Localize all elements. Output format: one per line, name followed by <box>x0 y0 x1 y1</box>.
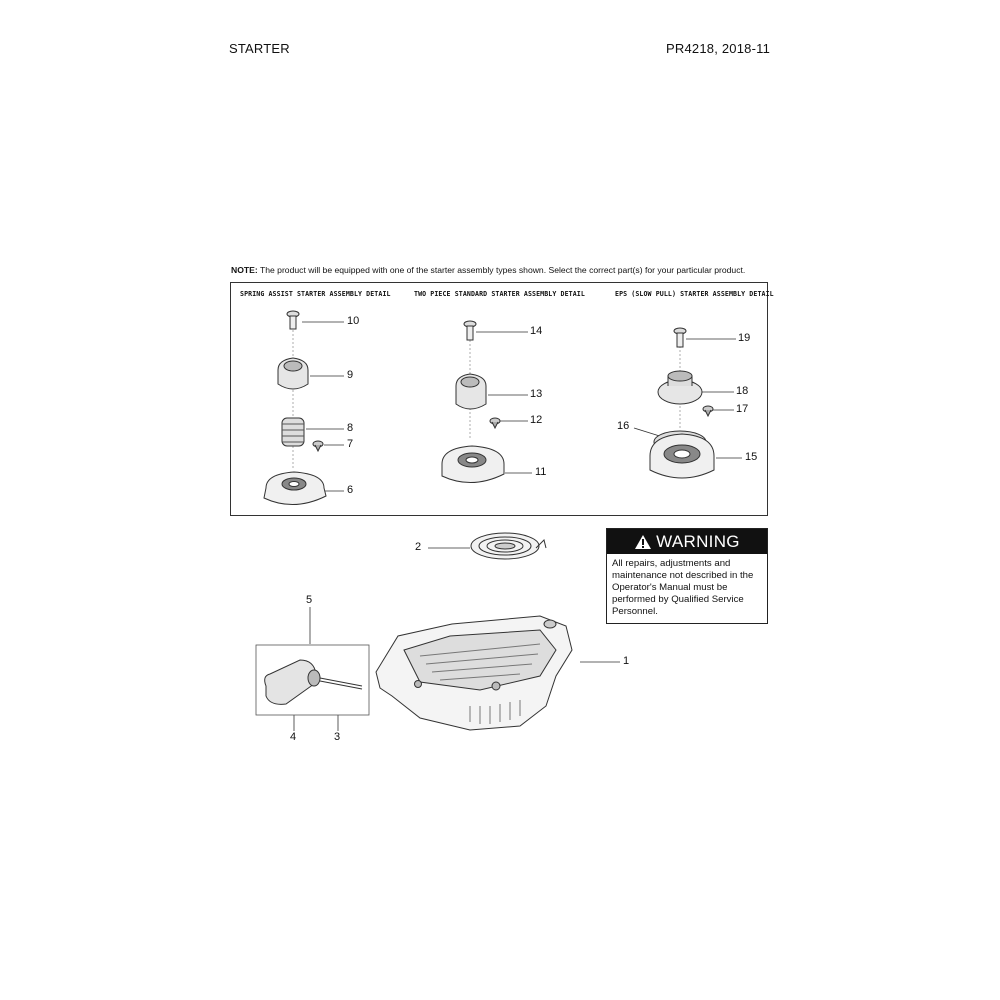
two-piece-detail-title: TWO PIECE STANDARD STARTER ASSEMBLY DETAIL <box>414 290 585 298</box>
screw-part-19 <box>674 328 686 347</box>
warning-title: WARNING <box>656 531 740 551</box>
ratchet-plate-part-15 <box>650 434 714 478</box>
callout-1: 1 <box>623 655 630 667</box>
warning-header <box>607 529 767 554</box>
callout-18: 18 <box>736 385 749 397</box>
callout-14: 14 <box>530 325 543 337</box>
ratchet-plate-part-11 <box>442 446 504 483</box>
callout-19: 19 <box>738 332 751 344</box>
callout-12: 12 <box>530 414 543 426</box>
document-reference: PR4218, 2018-11 <box>666 41 770 56</box>
warning-label <box>606 528 768 624</box>
eps-detail-title: EPS (SLOW PULL) STARTER ASSEMBLY DETAIL <box>615 290 774 298</box>
spring-part-8 <box>282 418 304 446</box>
pulley-part-9 <box>278 358 308 389</box>
callout-3: 3 <box>334 731 341 743</box>
callout-13: 13 <box>530 388 543 400</box>
callout-17: 17 <box>736 403 749 415</box>
callout-5: 5 <box>306 594 313 606</box>
nut-part-17 <box>703 406 713 416</box>
callout-2: 2 <box>415 541 422 553</box>
starter-housing-part-1 <box>376 616 572 730</box>
callout-16: 16 <box>617 420 630 432</box>
screw-part-10 <box>287 311 299 329</box>
rewind-spring-part-2 <box>471 533 546 559</box>
screw-part-14 <box>464 321 476 340</box>
warning-text: All repairs, adjustments and maintenance not described in the Operator's Manual must be performed by Qualified Service Personnel. <box>612 558 754 617</box>
note-label: NOTE: <box>231 265 258 275</box>
callout-15: 15 <box>745 451 758 463</box>
pulley-part-18 <box>658 371 702 404</box>
callout-9: 9 <box>347 369 354 381</box>
callout-10: 10 <box>347 315 360 327</box>
callout-8: 8 <box>347 422 354 434</box>
ratchet-plate-part-6 <box>264 472 326 505</box>
callout-7: 7 <box>347 438 354 450</box>
section-title: STARTER <box>229 41 290 56</box>
callout-11: 11 <box>535 466 547 478</box>
note-text: The product will be equipped with one of the starter assembly types shown. Select the correct part(s) for your particular product. <box>257 265 746 275</box>
nut-part-12 <box>490 418 500 428</box>
callout-4: 4 <box>290 731 297 743</box>
callout-6: 6 <box>347 484 354 496</box>
pulley-part-13 <box>456 374 486 409</box>
spring-assist-detail-title: SPRING ASSIST STARTER ASSEMBLY DETAIL <box>240 290 391 298</box>
nut-part-7 <box>313 441 323 451</box>
warning-triangle-icon <box>634 534 652 550</box>
